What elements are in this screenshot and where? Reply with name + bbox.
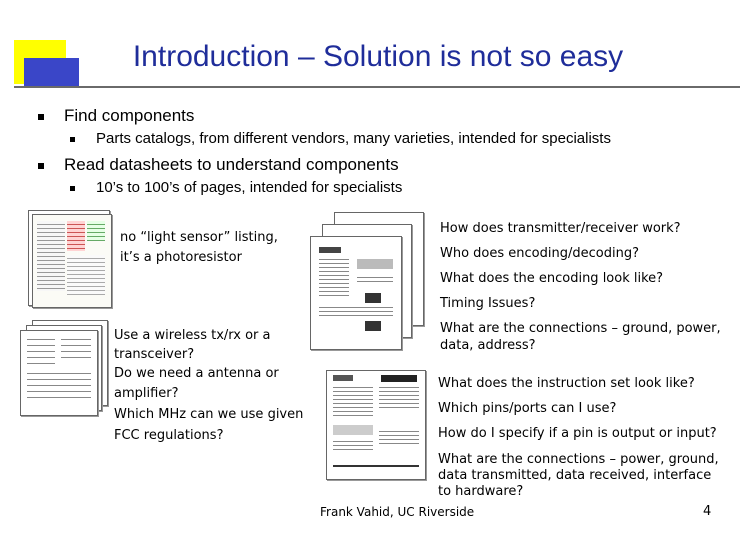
note-wireless-line6: FCC regulations? — [114, 428, 224, 443]
note-wireless-line4: amplifier? — [114, 386, 179, 401]
question-connections-line1: What are the connections – ground, power, — [440, 321, 721, 336]
wireless-datasheet-thumbnail — [18, 320, 110, 416]
sub-bullet-marker — [70, 137, 75, 142]
note-wireless-line3: Do we need a antenna or — [114, 366, 279, 381]
question-encoding-look: What does the encoding look like? — [440, 271, 664, 286]
note-wireless-line1: Use a wireless tx/rx or a — [114, 328, 271, 343]
bullet-marker — [38, 114, 44, 120]
bullet-read-datasheets: Read datasheets to understand components — [64, 155, 399, 174]
question-connections2-line2: data transmitted, data received, interface — [438, 468, 712, 483]
question-timing: Timing Issues? — [440, 296, 536, 311]
sub-bullet-parts-catalogs: Parts catalogs, from different vendors, many varieties, intended for specialists — [96, 130, 611, 147]
note-wireless-line2: transceiver? — [114, 347, 195, 362]
question-encoding: Who does encoding/decoding? — [440, 246, 639, 261]
question-pins: Which pins/ports can I use? — [438, 401, 617, 416]
sub-bullet-marker — [70, 186, 75, 191]
title-rule — [14, 86, 740, 88]
question-instruction-set: What does the instruction set look like? — [438, 376, 695, 391]
parts-catalog-thumbnail — [28, 210, 112, 308]
note-wireless-line5: Which MHz can we use given — [114, 407, 304, 422]
question-pin-direction: How do I specify if a pin is output or input? — [438, 426, 717, 441]
question-connections-line2: data, address? — [440, 338, 536, 353]
question-connections2-line3: to hardware? — [438, 484, 524, 499]
question-transmitter: How does transmitter/receiver work? — [440, 221, 681, 236]
page-number: 4 — [703, 504, 712, 519]
question-connections2-line1: What are the connections – power, ground, — [438, 452, 719, 467]
slide-title: Introduction – Solution is not so easy — [132, 40, 624, 73]
footer-author: Frank Vahid, UC Riverside — [320, 505, 475, 519]
bullet-find-components: Find components — [64, 106, 195, 125]
note-light-sensor-line1: no “light sensor” listing, — [120, 230, 278, 245]
bullet-marker — [38, 163, 44, 169]
pic-datasheet-thumbnail — [326, 370, 428, 482]
sub-bullet-pages: 10’s to 100’s of pages, intended for specialists — [96, 179, 403, 196]
datasheet-stack-thumbnail — [308, 212, 426, 352]
note-light-sensor-line2: it’s a photoresistor — [120, 250, 242, 265]
